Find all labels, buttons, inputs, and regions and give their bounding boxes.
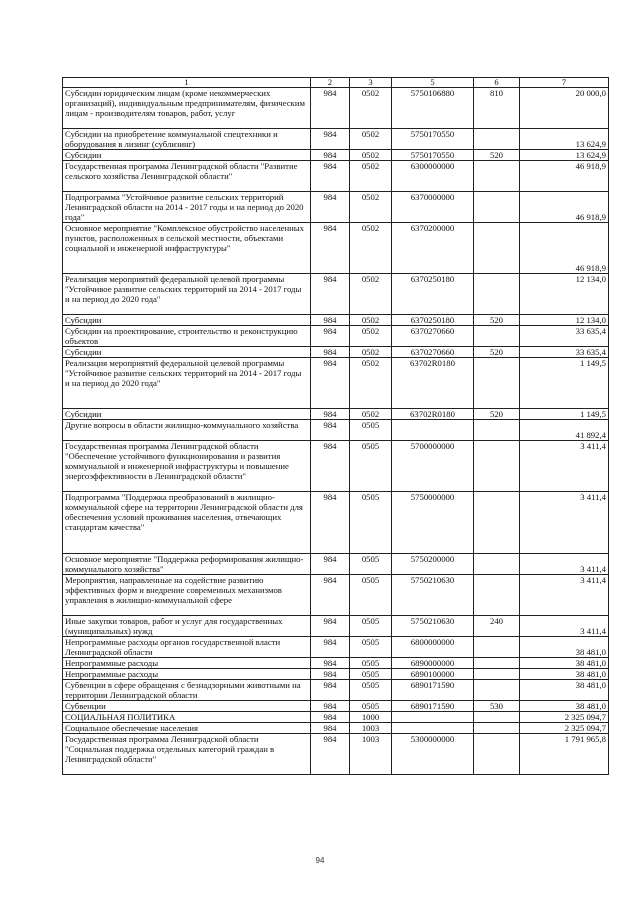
row-sum-cell: 1 149,5 — [520, 358, 609, 409]
row-vr-cell — [474, 575, 520, 616]
row-grbs-cell: 984 — [311, 441, 350, 492]
row-sum-cell: 38 481,0 — [520, 669, 609, 680]
row-grbs-cell: 984 — [311, 420, 350, 441]
row-vr-cell — [474, 192, 520, 223]
row-vr-cell: 240 — [474, 616, 520, 637]
row-sum-cell: 13 624,9 — [520, 150, 609, 161]
row-vr-cell — [474, 492, 520, 554]
row-rzpr-cell: 0502 — [350, 129, 392, 150]
row-vr-cell: 520 — [474, 150, 520, 161]
row-csr-cell: 5750200000 — [392, 554, 474, 575]
row-rzpr-cell: 0505 — [350, 616, 392, 637]
table-row — [63, 192, 609, 223]
row-name-cell: Другие вопросы в области жилищно-коммунального хозяйства — [63, 420, 311, 441]
row-grbs-cell: 984 — [311, 358, 350, 409]
table-row — [63, 274, 609, 315]
row-vr-cell — [474, 712, 520, 723]
row-name-cell: Субсидии — [63, 315, 311, 326]
row-grbs-cell: 984 — [311, 88, 350, 129]
row-rzpr-cell: 0505 — [350, 441, 392, 492]
row-name-cell: Непрограммные расходы — [63, 658, 311, 669]
row-grbs-cell: 984 — [311, 150, 350, 161]
row-vr-cell: 520 — [474, 347, 520, 358]
row-vr-cell — [474, 161, 520, 192]
row-sum-cell: 3 411,4 — [520, 575, 609, 616]
row-sum-cell: 1 149,5 — [520, 409, 609, 420]
row-grbs-cell: 984 — [311, 637, 350, 658]
header-row — [63, 78, 609, 88]
row-sum-cell: 38 481,0 — [520, 680, 609, 701]
row-sum-cell: 38 481,0 — [520, 637, 609, 658]
row-sum-cell: 20 000,0 — [520, 88, 609, 129]
row-name-cell: Государственная программа Ленинградской области "Развитие сельского хозяйства Ленинградской области" — [63, 161, 311, 192]
row-rzpr-cell: 0505 — [350, 669, 392, 680]
row-rzpr-cell: 0505 — [350, 492, 392, 554]
row-grbs-cell: 984 — [311, 554, 350, 575]
row-grbs-cell: 984 — [311, 616, 350, 637]
row-name-cell: Субсидии юридическим лицам (кроме некоммерческих организаций), индивидуальным предпринимателям, физическим лицам - производителям товаров, работ, услуг — [63, 88, 311, 129]
row-grbs-cell: 984 — [311, 223, 350, 274]
row-grbs-cell: 984 — [311, 712, 350, 723]
row-sum-cell: 46 918,9 — [520, 223, 609, 274]
row-sum-cell: 1 791 965,8 — [520, 734, 609, 775]
table-row — [63, 680, 609, 701]
table-row — [63, 129, 609, 150]
row-grbs-cell: 984 — [311, 129, 350, 150]
row-vr-cell — [474, 420, 520, 441]
row-csr-cell: 5700000000 — [392, 441, 474, 492]
row-csr-cell: 6890171590 — [392, 680, 474, 701]
row-vr-cell: 520 — [474, 409, 520, 420]
table-row — [63, 575, 609, 616]
row-sum-cell: 46 918,9 — [520, 192, 609, 223]
row-name-cell: Основное мероприятие "Комплексное обустройство населенных пунктов, расположенных в сельской местности, объектами социальной и инженерной инфраструктуры" — [63, 223, 311, 274]
row-grbs-cell: 984 — [311, 161, 350, 192]
row-csr-cell — [392, 723, 474, 734]
row-grbs-cell: 984 — [311, 347, 350, 358]
row-vr-cell — [474, 554, 520, 575]
row-sum-cell: 12 134,0 — [520, 274, 609, 315]
row-grbs-cell: 984 — [311, 274, 350, 315]
header-cell-vr: 6 — [474, 78, 520, 88]
row-rzpr-cell: 0505 — [350, 554, 392, 575]
table-row — [63, 701, 609, 712]
row-sum-cell: 13 624,9 — [520, 129, 609, 150]
budget-table — [62, 77, 609, 775]
row-csr-cell: 6370270660 — [392, 347, 474, 358]
header-cell-sum: 7 — [520, 78, 609, 88]
row-csr-cell: 5750106880 — [392, 88, 474, 129]
row-grbs-cell: 984 — [311, 326, 350, 347]
row-csr-cell: 6370000000 — [392, 192, 474, 223]
row-sum-cell: 41 892,4 — [520, 420, 609, 441]
table-row — [63, 669, 609, 680]
row-grbs-cell: 984 — [311, 680, 350, 701]
header-cell-name: 1 — [63, 78, 311, 88]
row-sum-cell: 38 481,0 — [520, 701, 609, 712]
row-name-cell: Непрограммные расходы органов государственной власти Ленинградской области — [63, 637, 311, 658]
row-name-cell: Реализация мероприятий федеральной целевой программы "Устойчивое развитие сельских территорий на 2014 - 2017 годы и на период до 2020 года" — [63, 274, 311, 315]
row-rzpr-cell: 0505 — [350, 701, 392, 712]
row-rzpr-cell: 0502 — [350, 347, 392, 358]
row-name-cell: Иные закупки товаров, работ и услуг для государственных (муниципальных) нужд — [63, 616, 311, 637]
table-row — [63, 150, 609, 161]
row-sum-cell: 3 411,4 — [520, 441, 609, 492]
row-rzpr-cell: 0505 — [350, 420, 392, 441]
row-name-cell: Мероприятия, направленные на содействие развитию эффективных форм и внедрение современных механизмов управления в жилищно-коммунальной сфере — [63, 575, 311, 616]
row-vr-cell — [474, 129, 520, 150]
row-name-cell: Субсидии на проектирование, строительство и реконструкцию объектов — [63, 326, 311, 347]
row-rzpr-cell: 1003 — [350, 723, 392, 734]
row-csr-cell: 6370200000 — [392, 223, 474, 274]
row-csr-cell — [392, 712, 474, 723]
row-sum-cell: 2 325 094,7 — [520, 723, 609, 734]
row-sum-cell: 12 134,0 — [520, 315, 609, 326]
row-rzpr-cell: 0505 — [350, 658, 392, 669]
table-row — [63, 712, 609, 723]
table-row — [63, 492, 609, 554]
row-vr-cell — [474, 441, 520, 492]
table-row — [63, 161, 609, 192]
row-vr-cell — [474, 658, 520, 669]
row-sum-cell: 3 411,4 — [520, 492, 609, 554]
row-vr-cell — [474, 734, 520, 775]
table-row — [63, 637, 609, 658]
table-row — [63, 616, 609, 637]
row-rzpr-cell: 0502 — [350, 326, 392, 347]
row-grbs-cell: 984 — [311, 192, 350, 223]
row-rzpr-cell: 0502 — [350, 88, 392, 129]
row-name-cell: Основное мероприятие "Поддержка реформирования жилищно-коммунального хозяйства" — [63, 554, 311, 575]
row-rzpr-cell: 0502 — [350, 150, 392, 161]
row-vr-cell — [474, 326, 520, 347]
row-vr-cell — [474, 358, 520, 409]
row-name-cell: Субсидии на приобретение коммунальной спецтехники и оборудования в лизинг (сублизинг) — [63, 129, 311, 150]
row-vr-cell — [474, 723, 520, 734]
row-grbs-cell: 984 — [311, 409, 350, 420]
row-sum-cell: 46 918,9 — [520, 161, 609, 192]
row-rzpr-cell: 0502 — [350, 409, 392, 420]
row-csr-cell: 63702R0180 — [392, 358, 474, 409]
row-csr-cell: 63702R0180 — [392, 409, 474, 420]
row-csr-cell: 6890171590 — [392, 701, 474, 712]
row-csr-cell: 6890100000 — [392, 669, 474, 680]
header-cell-rzpr: 3 — [350, 78, 392, 88]
table-row — [63, 88, 609, 129]
row-sum-cell: 38 481,0 — [520, 658, 609, 669]
row-csr-cell: 5300000000 — [392, 734, 474, 775]
row-vr-cell — [474, 223, 520, 274]
row-rzpr-cell: 0502 — [350, 161, 392, 192]
table-row — [63, 409, 609, 420]
row-grbs-cell: 984 — [311, 492, 350, 554]
row-sum-cell: 33 635,4 — [520, 326, 609, 347]
table-row — [63, 315, 609, 326]
header-cell-grbs: 2 — [311, 78, 350, 88]
row-sum-cell: 3 411,4 — [520, 554, 609, 575]
row-csr-cell: 5750210630 — [392, 575, 474, 616]
row-name-cell: СОЦИАЛЬНАЯ ПОЛИТИКА — [63, 712, 311, 723]
row-sum-cell: 3 411,4 — [520, 616, 609, 637]
row-name-cell: Субсидии — [63, 347, 311, 358]
row-csr-cell: 6370250180 — [392, 315, 474, 326]
row-csr-cell: 6800000000 — [392, 637, 474, 658]
row-csr-cell: 6370270660 — [392, 326, 474, 347]
row-rzpr-cell: 0502 — [350, 274, 392, 315]
row-name-cell: Субвенции — [63, 701, 311, 712]
row-name-cell: Подпрограмма "Устойчивое развитие сельских территорий Ленинградской области на 2014 - 2017 годы и на период до 2020 года" — [63, 192, 311, 223]
row-name-cell: Субвенции в сфере обращения с безнадзорными животными на территории Ленинградской области — [63, 680, 311, 701]
row-rzpr-cell: 0502 — [350, 192, 392, 223]
row-sum-cell: 33 635,4 — [520, 347, 609, 358]
row-name-cell: Субсидии — [63, 409, 311, 420]
row-grbs-cell: 984 — [311, 669, 350, 680]
row-vr-cell: 520 — [474, 315, 520, 326]
row-csr-cell: 5750000000 — [392, 492, 474, 554]
table-row — [63, 358, 609, 409]
row-name-cell: Социальное обеспечение населения — [63, 723, 311, 734]
row-rzpr-cell: 0502 — [350, 358, 392, 409]
row-vr-cell — [474, 637, 520, 658]
row-name-cell: Реализация мероприятий федеральной целевой программы "Устойчивое развитие сельских территорий на 2014 - 2017 годы и на период до 2020 года" — [63, 358, 311, 409]
row-grbs-cell: 984 — [311, 734, 350, 775]
table-row — [63, 441, 609, 492]
table-row — [63, 420, 609, 441]
header-cell-csr: 5 — [392, 78, 474, 88]
row-name-cell: Государственная программа Ленинградской области "Обеспечение устойчивого функционирования и развития коммунальной и инженерной инфраструктуры и повышение энергоэффективности в Ленинградской области" — [63, 441, 311, 492]
row-grbs-cell: 984 — [311, 575, 350, 616]
row-vr-cell — [474, 680, 520, 701]
row-rzpr-cell: 0505 — [350, 637, 392, 658]
row-vr-cell — [474, 274, 520, 315]
row-rzpr-cell: 0502 — [350, 315, 392, 326]
table-row — [63, 347, 609, 358]
row-grbs-cell: 984 — [311, 701, 350, 712]
table-row — [63, 723, 609, 734]
row-grbs-cell: 984 — [311, 723, 350, 734]
table-row — [63, 223, 609, 274]
row-name-cell: Субсидии — [63, 150, 311, 161]
row-rzpr-cell: 0505 — [350, 575, 392, 616]
row-rzpr-cell: 0505 — [350, 680, 392, 701]
table-row — [63, 554, 609, 575]
row-name-cell: Непрограммные расходы — [63, 669, 311, 680]
row-csr-cell: 5750210630 — [392, 616, 474, 637]
row-vr-cell — [474, 669, 520, 680]
page-number: 94 — [315, 856, 325, 865]
row-rzpr-cell: 0502 — [350, 223, 392, 274]
row-vr-cell: 530 — [474, 701, 520, 712]
row-name-cell: Подпрограмма "Поддержка преобразований в жилищно-коммунальной сфере на территории Ленинградской области для обеспечения условий проживания населения, отвечающих стандартам качества" — [63, 492, 311, 554]
row-grbs-cell: 984 — [311, 658, 350, 669]
table-row — [63, 326, 609, 347]
table-row — [63, 658, 609, 669]
row-rzpr-cell: 1003 — [350, 734, 392, 775]
row-csr-cell: 5750170550 — [392, 150, 474, 161]
row-name-cell: Государственная программа Ленинградской области "Социальная поддержка отдельных категорий граждан в Ленинградской области" — [63, 734, 311, 775]
row-csr-cell: 6300000000 — [392, 161, 474, 192]
row-csr-cell: 6370250180 — [392, 274, 474, 315]
row-csr-cell: 5750170550 — [392, 129, 474, 150]
row-csr-cell — [392, 420, 474, 441]
row-sum-cell: 2 325 094,7 — [520, 712, 609, 723]
row-csr-cell: 6890000000 — [392, 658, 474, 669]
row-rzpr-cell: 1000 — [350, 712, 392, 723]
table-row — [63, 734, 609, 775]
row-vr-cell: 810 — [474, 88, 520, 129]
row-grbs-cell: 984 — [311, 315, 350, 326]
